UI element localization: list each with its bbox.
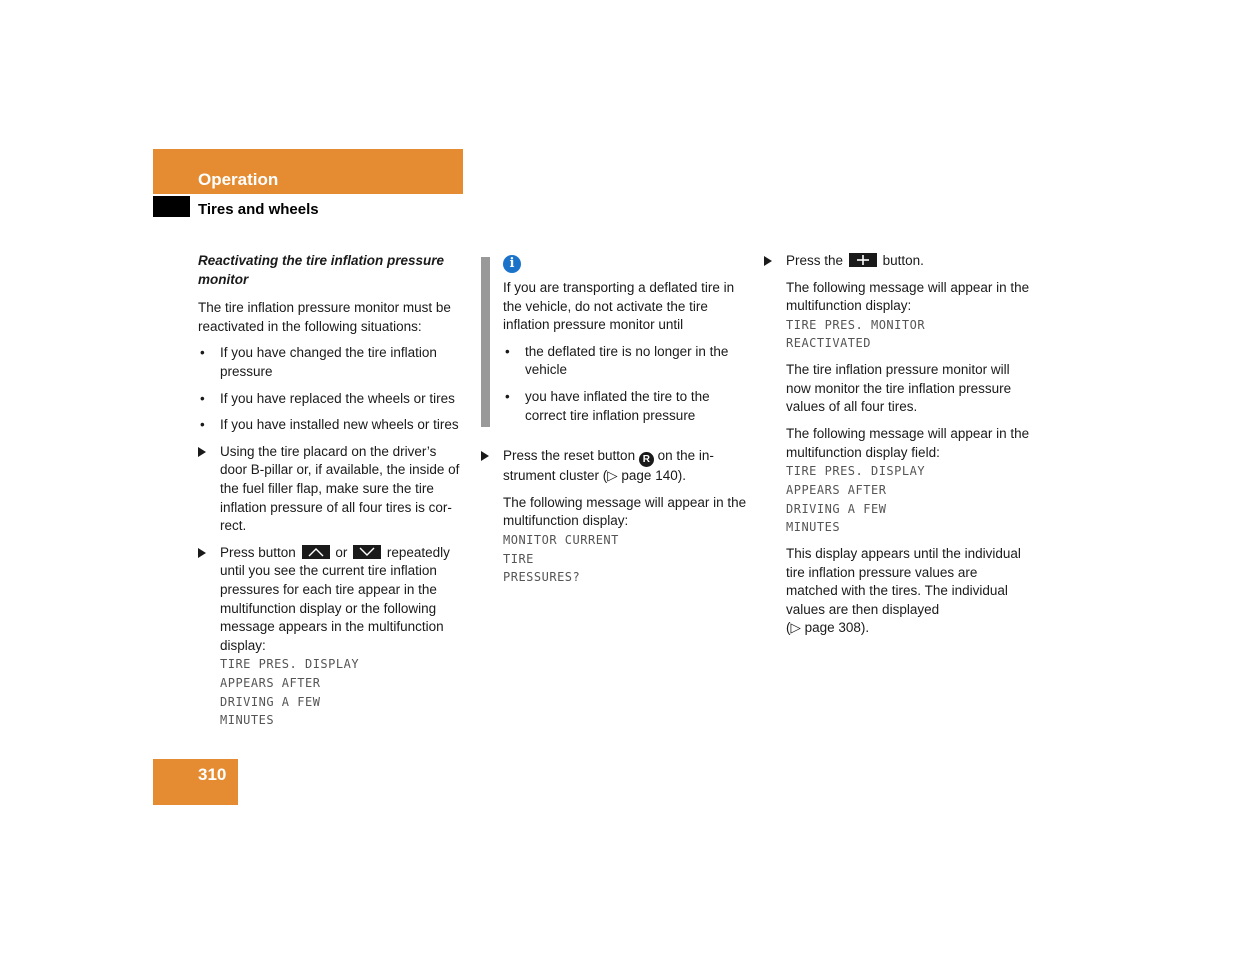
plus-key-icon (849, 253, 877, 267)
step-text: Using the tire placard on the driver’s door B-pillar or, if available, the inside of the fuel filler flap, make sure the tire inflation pressure of all four tires is cor-rect. (220, 443, 460, 534)
page-number: 310 (198, 765, 227, 784)
step-arrow-icon (198, 548, 206, 558)
step-arrow-icon (198, 447, 206, 457)
display-line: TIRE PRES. DISPLAY (786, 464, 926, 479)
step-text: button. (882, 253, 924, 268)
display-line: TIRE PRES. MONITOR (786, 317, 926, 332)
step-text: on the in-strument cluster (▷ page 140). (503, 448, 714, 484)
display-message (786, 316, 1032, 353)
info-box-bar (481, 257, 490, 427)
message-intro: The following message will appear in the multifunction display: (786, 279, 1030, 314)
column-3 (764, 252, 1032, 646)
step-text: or (335, 544, 348, 560)
down-arrow-key-icon (353, 545, 381, 559)
display-message (786, 462, 1032, 537)
list-item: • you have inflated the tire to the correct tire inflation pressure (503, 388, 748, 425)
display-line: PRESSURES? (503, 570, 581, 585)
list-item: • If you have changed the tire inflation pressure (198, 344, 466, 381)
step-arrow-icon (764, 256, 772, 266)
section-title: Operation (198, 170, 279, 189)
display-line: DRIVING A FEW (786, 501, 887, 516)
message-intro: The following message will appear in the multifunction display field: (786, 425, 1030, 460)
step-text: Press button (220, 544, 296, 560)
display-line: REACTIVATED (786, 336, 871, 351)
display-message (503, 531, 748, 587)
display-line: MINUTES (786, 520, 841, 535)
up-arrow-key-icon (302, 545, 330, 559)
display-line: TIRE (503, 551, 534, 566)
display-message (220, 655, 466, 730)
list-item: • If you have replaced the wheels or tires (198, 390, 466, 409)
display-line: DRIVING A FEW (220, 694, 321, 709)
display-line: APPEARS AFTER (220, 675, 321, 690)
instruction-step (481, 447, 748, 486)
instruction-step (198, 544, 466, 730)
subsection-marker (153, 196, 190, 217)
list-item: • If you have installed new wheels or tires (198, 416, 466, 435)
step-text: repeatedly until you see the current tire inflation pressures for each tire appear in the multifunction display or the following message appears in the multifunction display: (220, 544, 450, 653)
display-line: MONITOR CURRENT (503, 532, 619, 547)
list-item: • the deflated tire is no longer in the vehicle (503, 343, 748, 380)
step-text: Press the (786, 253, 844, 268)
display-line: TIRE PRES. DISPLAY (220, 657, 360, 672)
column-2 (503, 255, 748, 587)
column-1 (198, 252, 466, 730)
step-text: Press the reset button (503, 448, 636, 464)
display-line: APPEARS AFTER (786, 482, 887, 497)
step-arrow-icon (481, 451, 489, 461)
message-intro: The following message will appear in the multifunction display: (503, 494, 747, 529)
page-reference: (▷ page 308). (786, 620, 870, 636)
instruction-step (198, 443, 466, 536)
instruction-step (764, 252, 1032, 271)
paragraph: The tire inflation pressure monitor will now monitor the tire inflation pressure values of all four tires. (786, 362, 1012, 415)
intro-paragraph: The tire inflation pressure monitor must be reactivated in the following situations: (198, 300, 451, 334)
display-line: MINUTES (220, 713, 275, 728)
subsection-title: Tires and wheels (198, 201, 319, 218)
reset-button-icon: R (639, 452, 654, 467)
info-paragraph: If you are transporting a deflated tire in the vehicle, do not activate the tire inflation pressure monitor until (503, 280, 735, 333)
info-icon: i (503, 255, 521, 273)
column-heading: Reactivating the tire inflation pressure monitor (198, 253, 445, 287)
paragraph: This display appears until the individual tire inflation pressure values are matched with the tires. The individual values are then displayed (786, 545, 1021, 617)
